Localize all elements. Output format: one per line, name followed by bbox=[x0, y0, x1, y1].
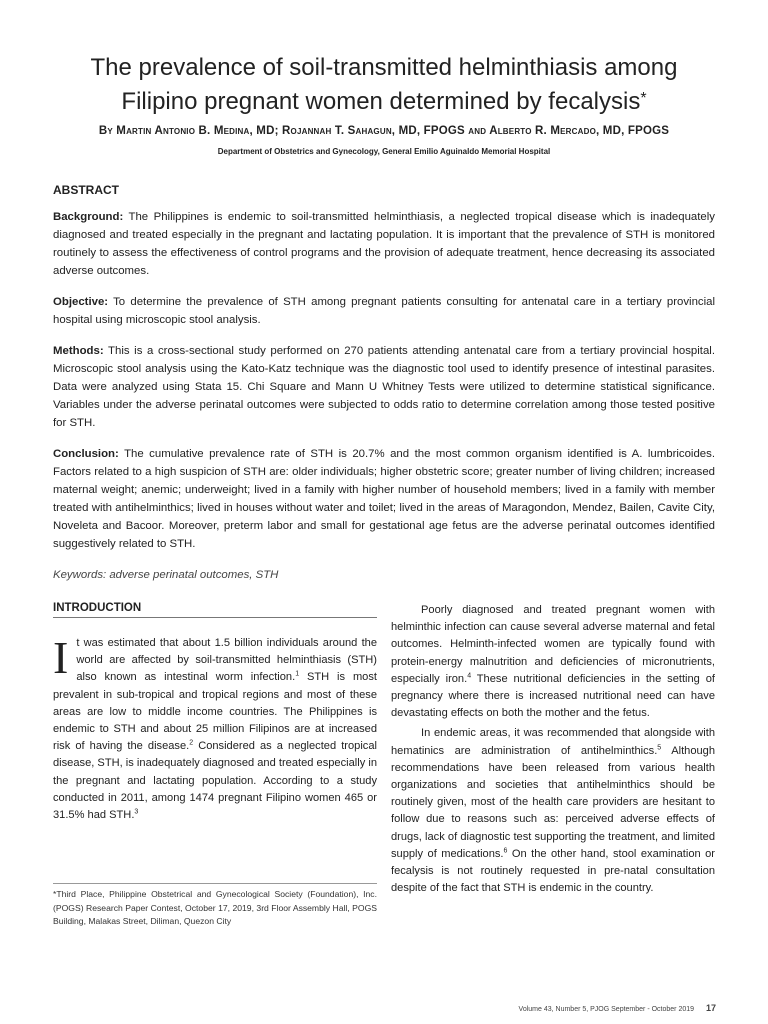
background-text: The Philippines is endemic to soil-transmitted helminthiasis, a neglected tropical disease which is inadequately diagnosed and treated especially in the pregnant and lactating population. It is important that the prevalence of STH is monitored routinely to assess the effectiveness of control programs and the provision of adequate treatment, hence decreasing its associated adverse outcomes. bbox=[53, 211, 715, 277]
body-paragraph bbox=[391, 725, 715, 897]
conclusion-text: The cumulative prevalence rate of STH is 20.7% and the most common organism identified is A. lumbricoides. Factors related to a high suspicion of STH are: older individuals; higher obstetric score; greater number of living children; increased maternal weight; anemic; underweight; lived in a family with higher number of household members; lived in a family with member treated with antihelminthics; lived in houses without water and toilet; lived in the areas of Maragondon, Mendez, Bailen, Cavite City, Noveleta and Bacoor. Moreover, preterm labor and small for gestational age fetus are the adverse perinatal outcomes identified suggestively related to STH. bbox=[53, 448, 715, 550]
citation-ref: 3 bbox=[134, 808, 139, 816]
title-line-1: The prevalence of soil-transmitted helminthiasis among bbox=[90, 54, 678, 81]
title-line-2: Filipino pregnant women determined by fecalysis bbox=[121, 88, 641, 115]
methods-text: This is a cross-sectional study performed on 270 patients attending antenatal care from a tertiary provincial hospital. Microscopic stool analysis using the Kato-Katz technique was the diagnostic tool used to identify presence of intestinal parasites. Data were analyzed using Stata 15. Chi Square and Mann U Whitney Tests were utilized to determine statistical significance. Variables under the adverse perinatal outcomes were subjected to odds ratio to determine correlation among those tested positive for STH. bbox=[53, 345, 715, 429]
author-list: By Martin Antonio B. Medina, MD; Rojannah T. Sahagun, MD, FPOGS and Alberto R. Mercado, MD, FPOGS bbox=[98, 125, 670, 137]
keywords: Keywords: adverse perinatal outcomes, STH bbox=[53, 569, 279, 581]
objective-text: To determine the prevalence of STH among pregnant patients consulting for antenatal care in a tertiary provincial hospital using microscopic stool analysis. bbox=[53, 296, 715, 326]
abstract-heading: ABSTRACT bbox=[53, 183, 119, 197]
body-text: Although recommendations have been released from various health organizations and societies that antihelminthics should be routinely given, most of the health care providers are hesitant to follow due to reasons such as: perceived adverse effects of drugs, lack of diagnostic test supporting the treatment, and limited supply of medications. bbox=[391, 744, 715, 860]
intro-text-b: STH is most prevalent in sub-tropical and tropical regions and most of these areas are low to middle income countries. The Philippines is endemic to STH and about 25 million Filipinos are at increased risk of having the disease. bbox=[53, 671, 377, 753]
body-text: In endemic areas, it was recommended that alongside with hematinics are administration of antihelminthics. bbox=[391, 727, 715, 757]
background-label: Background: bbox=[53, 211, 124, 223]
introduction-heading: INTRODUCTION bbox=[53, 602, 377, 618]
title-asterisk: * bbox=[640, 90, 647, 107]
intro-text bbox=[53, 632, 377, 824]
right-column bbox=[391, 602, 715, 897]
body-text: These nutritional deficiencies in the setting of pregnancy where there is increased nutritional need can have devastating effects on both the mother and the fetus. bbox=[391, 672, 715, 720]
drop-cap: I bbox=[53, 632, 69, 683]
citation-ref: 6 bbox=[503, 847, 508, 855]
citation-ref: 1 bbox=[295, 670, 300, 678]
intro-text-a: t was estimated that about 1.5 billion individuals around the world are affected by soil-transmitted helminthiasis (STH) also known as intestinal worm infection. bbox=[76, 637, 377, 684]
abstract-objective bbox=[53, 293, 715, 329]
abstract-methods bbox=[53, 342, 715, 432]
citation-ref: 4 bbox=[467, 672, 472, 680]
objective-label: Objective: bbox=[53, 296, 109, 308]
intro-text-c: Considered as a neglected tropical disease, STH, is inadequately diagnosed and treated especially in the pregnant and lactating population. According to a study conducted in 2011, among 1474 pregnant Filipino women 465 or 31.5% had STH. bbox=[53, 740, 377, 822]
intro-paragraph-1 bbox=[53, 632, 377, 824]
body-text: On the other hand, stool examination or fecalysis is not routinely requested in pre-natal consultation despite of the fact that STH is endemic in the country. bbox=[391, 847, 715, 895]
footnote-text: *Third Place, Philippine Obstetrical and Gynecological Society (Foundation), Inc. (POGS) Research Paper Contest, October 17, 2019, 3rd Floor Assembly Hall, POGS Building, Malakas Street, Diliman, Quezon City bbox=[53, 889, 377, 926]
citation-ref: 2 bbox=[189, 739, 194, 747]
page-number: 17 bbox=[705, 1003, 716, 1013]
left-column bbox=[53, 602, 377, 824]
body-paragraph bbox=[391, 602, 715, 722]
methods-label: Methods: bbox=[53, 345, 104, 357]
journal-info: Volume 43, Number 5, PJOG September - October 2019 bbox=[518, 1006, 695, 1013]
abstract-background bbox=[53, 208, 715, 280]
affiliation: Department of Obstetrics and Gynecology, General Emilio Aguinaldo Memorial Hospital bbox=[217, 147, 551, 156]
page-footer bbox=[519, 1003, 716, 1013]
body-text: Poorly diagnosed and treated pregnant women with helminthic infection can cause several adverse maternal and fetal outcomes. Helminth-infected women are typically found with protein-energy malnutrition and deficiencies of micronutrients, especially iron. bbox=[391, 604, 715, 685]
footnote bbox=[53, 883, 377, 929]
article-title bbox=[60, 52, 708, 117]
abstract-conclusion bbox=[53, 445, 715, 553]
conclusion-label: Conclusion: bbox=[53, 448, 119, 460]
abstract-section bbox=[53, 183, 715, 597]
citation-ref: 5 bbox=[657, 743, 662, 751]
